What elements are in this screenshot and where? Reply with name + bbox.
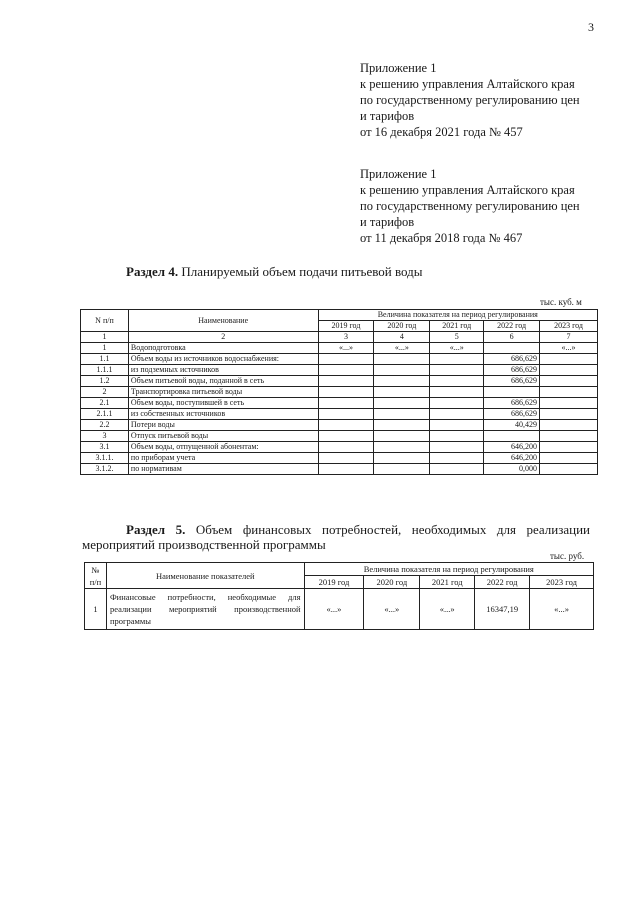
row-num: 3.1.2. <box>81 464 129 475</box>
row-value <box>430 464 484 475</box>
header-group: Величина показателя на период регулирования <box>318 310 598 321</box>
row-value <box>374 464 430 475</box>
row-value: 646,200 <box>484 442 540 453</box>
table-row <box>81 354 598 365</box>
row-num: 1.2 <box>81 376 129 387</box>
row-value <box>430 409 484 420</box>
row-value <box>318 442 374 453</box>
table-row <box>81 387 598 398</box>
section-5-label: Раздел 5. <box>126 522 186 537</box>
row-value <box>430 398 484 409</box>
row-value: «...» <box>530 589 594 630</box>
section-5-title <box>82 522 590 552</box>
row-value <box>318 365 374 376</box>
row-value <box>540 365 598 376</box>
row-value <box>318 464 374 475</box>
water-volume-table <box>80 309 598 475</box>
table-row <box>81 453 598 464</box>
section-4-title <box>126 264 423 280</box>
column-number: 7 <box>540 332 598 343</box>
row-value <box>430 442 484 453</box>
table-row <box>81 464 598 475</box>
section-5-text: Объем финансовых потребностей, необходимых для реализации мероприятий производственной программы <box>82 522 590 552</box>
row-value: 40,429 <box>484 420 540 431</box>
section-5-units: тыс. руб. <box>550 551 585 561</box>
row-value <box>374 442 430 453</box>
table-row <box>81 442 598 453</box>
header-num: N п/п <box>81 310 129 332</box>
header-year: 2022 год <box>475 576 530 589</box>
table-row <box>81 420 598 431</box>
row-num: 3.1 <box>81 442 129 453</box>
row-value <box>540 431 598 442</box>
row-value <box>318 398 374 409</box>
row-value <box>484 387 540 398</box>
header-name: Наименование <box>128 310 318 332</box>
row-name: Объем воды, отпущенной абонентам: <box>128 442 318 453</box>
row-value <box>430 387 484 398</box>
table-row <box>85 589 594 630</box>
row-name: Объем воды из источников водоснабжения: <box>128 354 318 365</box>
row-num: 2.2 <box>81 420 129 431</box>
header-name: Наименование показателей <box>106 563 304 589</box>
row-value: «...» <box>430 343 484 354</box>
row-value <box>430 453 484 464</box>
row-value <box>540 453 598 464</box>
appendix-header-current: Приложение 1 к решению управления Алтайского края по государственному регулированию цен и тарифов от 16 декабря 2021 года № 457 <box>360 61 580 139</box>
row-value: «...» <box>364 589 420 630</box>
row-value: 16347,19 <box>475 589 530 630</box>
row-value <box>430 420 484 431</box>
row-name: Объем воды, поступившей в сеть <box>128 398 318 409</box>
row-value <box>430 354 484 365</box>
row-value <box>540 387 598 398</box>
table-row <box>81 376 598 387</box>
row-value: 0,000 <box>484 464 540 475</box>
page-number: 3 <box>588 20 594 34</box>
row-name: по нормативам <box>128 464 318 475</box>
header-year: 2021 год <box>420 576 475 589</box>
row-value: «...» <box>420 589 475 630</box>
row-num: 3.1.1. <box>81 453 129 464</box>
row-value <box>430 431 484 442</box>
row-value <box>540 409 598 420</box>
column-number: 4 <box>374 332 430 343</box>
row-num: 1 <box>81 343 129 354</box>
row-num: 1 <box>85 589 107 630</box>
row-value <box>430 365 484 376</box>
row-value <box>318 376 374 387</box>
row-name: Объем питьевой воды, поданной в сеть <box>128 376 318 387</box>
row-value: 686,629 <box>484 365 540 376</box>
column-number: 3 <box>318 332 374 343</box>
appendix-header-original: Приложение 1 к решению управления Алтайского края по государственному регулированию цен и тарифов от 11 декабря 2018 года № 467 <box>360 167 580 245</box>
row-num: 1.1 <box>81 354 129 365</box>
row-name: Финансовые потребности, необходимые для реализации мероприятий производственной программы <box>106 589 304 630</box>
row-value <box>374 420 430 431</box>
row-value <box>318 453 374 464</box>
row-value <box>374 376 430 387</box>
row-value <box>430 376 484 387</box>
header-group: Величина показателя на период регулирования <box>304 563 593 576</box>
row-value <box>374 365 430 376</box>
row-value <box>318 431 374 442</box>
header-year: 2022 год <box>484 321 540 332</box>
row-value: 686,629 <box>484 376 540 387</box>
header-year: 2023 год <box>530 576 594 589</box>
financial-needs-table <box>84 562 594 630</box>
row-value <box>540 376 598 387</box>
row-value: 646,200 <box>484 453 540 464</box>
row-value: «...» <box>374 343 430 354</box>
header-year: 2021 год <box>430 321 484 332</box>
row-value <box>374 431 430 442</box>
table-row <box>81 409 598 420</box>
row-value <box>374 398 430 409</box>
row-value: «...» <box>304 589 364 630</box>
row-value <box>484 431 540 442</box>
row-name: Водоподготовка <box>128 343 318 354</box>
section-4-text: Планируемый объем подачи питьевой воды <box>178 264 423 279</box>
row-num: 1.1.1 <box>81 365 129 376</box>
column-number: 5 <box>430 332 484 343</box>
row-value <box>374 453 430 464</box>
row-value <box>540 398 598 409</box>
header-year: 2023 год <box>540 321 598 332</box>
row-value <box>318 354 374 365</box>
row-value <box>374 409 430 420</box>
row-num: 3 <box>81 431 129 442</box>
row-value <box>540 442 598 453</box>
column-number: 6 <box>484 332 540 343</box>
row-value <box>540 354 598 365</box>
section-4-units: тыс. куб. м <box>540 297 582 307</box>
row-num: 2.1.1 <box>81 409 129 420</box>
row-value: 686,629 <box>484 354 540 365</box>
table-row <box>81 431 598 442</box>
column-number: 2 <box>128 332 318 343</box>
row-name: Потери воды <box>128 420 318 431</box>
column-number: 1 <box>81 332 129 343</box>
row-value <box>540 420 598 431</box>
header-year: 2019 год <box>304 576 364 589</box>
row-value <box>374 354 430 365</box>
row-name: по приборам учета <box>128 453 318 464</box>
table-row <box>81 343 598 354</box>
row-value <box>318 409 374 420</box>
row-name: Отпуск питьевой воды <box>128 431 318 442</box>
row-value <box>540 464 598 475</box>
table-row <box>81 365 598 376</box>
header-year: 2020 год <box>364 576 420 589</box>
header-year: 2019 год <box>318 321 374 332</box>
row-value: «...» <box>318 343 374 354</box>
row-value <box>374 387 430 398</box>
row-value <box>318 387 374 398</box>
table-row <box>81 398 598 409</box>
row-name: Транспортировка питьевой воды <box>128 387 318 398</box>
row-num: 2.1 <box>81 398 129 409</box>
row-value: 686,629 <box>484 398 540 409</box>
row-name: из подземных источников <box>128 365 318 376</box>
section-4-label: Раздел 4. <box>126 264 179 279</box>
row-value: 686,629 <box>484 409 540 420</box>
header-year: 2020 год <box>374 321 430 332</box>
row-value <box>484 343 540 354</box>
row-name: из собственных источников <box>128 409 318 420</box>
row-value: «...» <box>540 343 598 354</box>
row-num: 2 <box>81 387 129 398</box>
header-num: № п/п <box>85 563 107 589</box>
row-value <box>318 420 374 431</box>
